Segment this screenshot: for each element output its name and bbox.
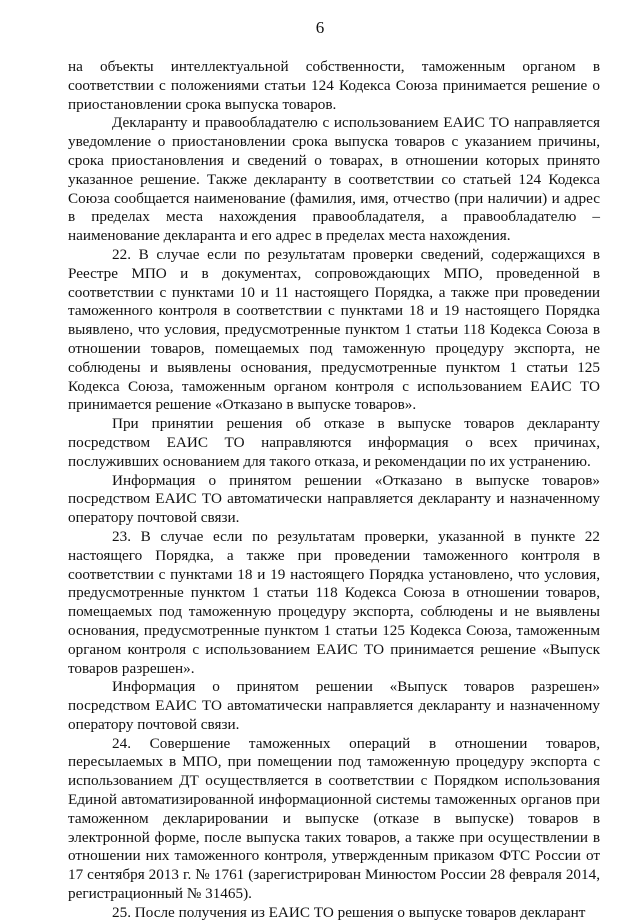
paragraph-refusal-info: Информация о принятом решении «Отказано в выпуске товаров» посредством ЕАИС ТО автоматически направляется декларанту и назначенному оператору почтовой связи. (68, 471, 600, 527)
paragraph-notification: Декларанту и правообладателю с использованием ЕАИС ТО направляется уведомление о приостановлении срока выпуска товаров с указанием причины, срока приостановления и сведений о товарах, в отношении которых принято указанное решение. Также декларанту в соответствии со статьей 124 Кодекса Союза сообщается наименование (фамилия, имя, отчество (при наличии) и адрес в пределах места нахождения правообладателя, а правообладателю – наименование декларанта и его адрес в пределах места нахождения. (68, 114, 600, 245)
paragraph-item-23: 23. В случае если по результатам проверки, указанной в пункте 22 настоящего Порядка, а также при проведении таможенного контроля в соответствии с пунктами 18 и 19 настоящего Порядка установлено, что условия, предусмотренные пунктом 1 статьи 118 Кодекса Союза в отношении товаров, помещаемых под таможенную процедуру экспорта, соблюдены и не выявлены основания, предусмотренные пунктом 1 статьи 125 Кодекса Союза, таможенным органом контроля с использованием ЕАИС ТО принимается решение «Выпуск товаров разрешен». (68, 527, 600, 677)
paragraph-continuation: на объекты интеллектуальной собственности, таможенным органом в соответствии с положениями статьи 124 Кодекса Союза принимается решение о приостановлении срока выпуска товаров. (68, 58, 600, 113)
paragraph-item-25: 25. После получения из ЕАИС ТО решения о выпуске товаров декларант (112, 903, 586, 921)
paragraph-item-24: 24. Совершение таможенных операций в отношении товаров, пересылаемых в МПО, при помещении под таможенную процедуру экспорта с использованием ДТ осуществляется в соответствии с Порядком использования Единой автоматизированной информационной системы таможенных органов при таможенном декларировании и выпуске (отказе в выпуске) товаров в электронной форме, после выпуска таких товаров, а также при осуществлении в отношении них таможенного контроля, утвержденным приказом ФТС России от 17 сентября 2013 г. № 1761 (зарегистрирован Минюстом России 28 февраля 2014, регистрационный № 31465). (68, 734, 600, 903)
document-body (68, 58, 600, 923)
paragraph-release-info: Информация о принятом решении «Выпуск товаров разрешен» посредством ЕАИС ТО автоматически направляется декларанту и назначенному оператору почтовой связи. (68, 678, 600, 733)
page-number: 6 (315, 18, 325, 37)
paragraph-refusal-reasons: При принятии решения об отказе в выпуске товаров декларанту посредством ЕАИС ТО направляются информация о всех причинах, послуживших основанием для такого отказа, и рекомендации по их устранению. (68, 415, 600, 470)
paragraph-item-22: 22. В случае если по результатам проверки сведений, содержащихся в Реестре МПО и в документах, сопровождающих МПО, проведенной в соответствии с пунктами 10 и 11 настоящего Порядка, а также при проведении таможенного контроля в соответствии с пунктами 18 и 19 настоящего Порядка выявлено, что условия, предусмотренные пунктом 1 статьи 118 Кодекса Союза в отношении товаров, помещаемых под таможенную процедуру экспорта, не соблюдены и выявлены основания, предусмотренные пунктом 1 статьи 125 Кодекса Союза, таможенным органом контроля с использованием ЕАИС ТО принимается решение «Отказано в выпуске товаров». (68, 245, 600, 414)
